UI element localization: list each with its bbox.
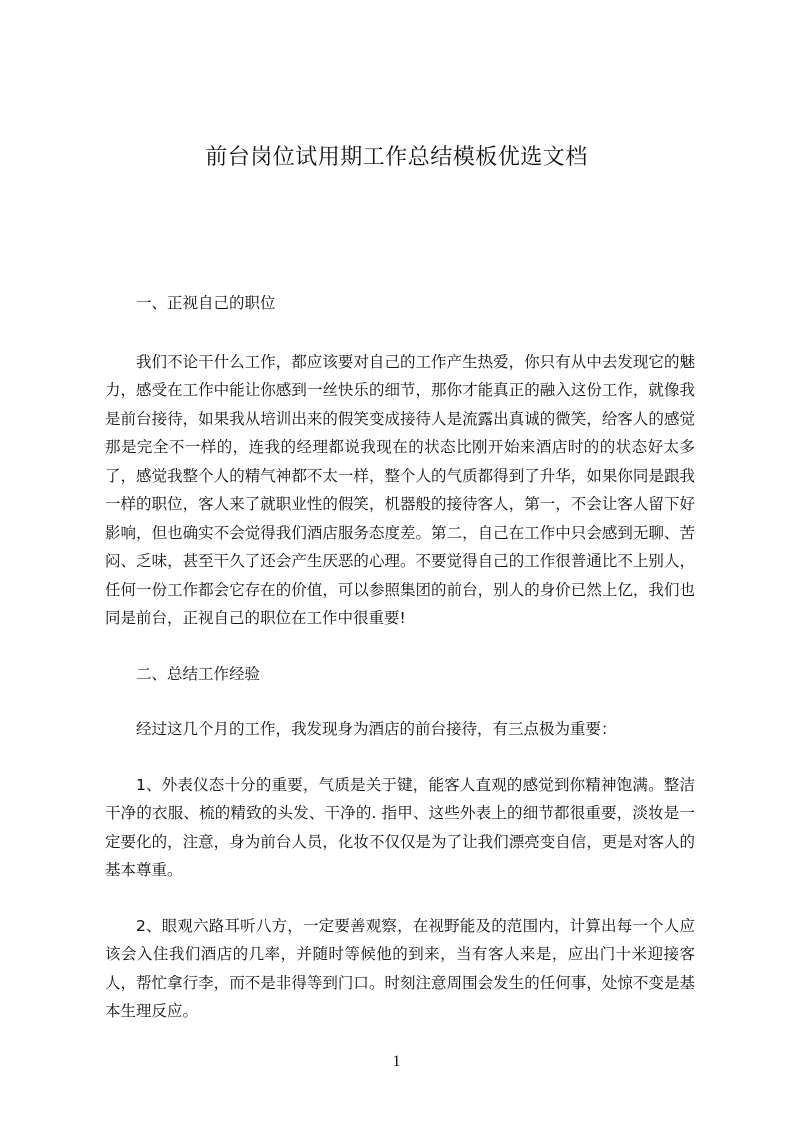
page-number: 1 — [392, 1053, 401, 1070]
section-paragraph-1: 我们不论干什么工作，都应该要对自己的工作产生热爱，你只有从中去发现它的魅力，感受在工作中能让你感到一丝快乐的细节，那你才能真正的融入这份工作，就像我是前台接待，如果我从培训出来的假笑变成接待人是流露出真诚的微笑，给客人的感觉那是完全不一样的，连我的经理都说我现在的状态比刚开始来酒店时的的状态好太多了，感觉我整个人的精气神都不太一样，整个人的气质都得到了升华，如果你同是跟我一样的职位，客人来了就职业性的假笑，机器般的接待客人，第一，不会让客人留下好影响，但也确实不会觉得我们酒店服务态度差。第二，自己在工作中只会感到无聊、苦闷、乏味，甚至干久了还会产生厌恶的心理。不要觉得自己的工作很普通比不上别人，任何一份工作都会它存在的价值，可以参照集团的前台，别人的身价已然上亿，我们也同是前台，正视自己的职位在工作中很重要! — [105, 352, 695, 627]
section-intro-2: 经过这几个月的工作，我发现身为酒店的前台接待，有三点极为重要： — [136, 720, 617, 738]
document-body — [105, 289, 695, 1026]
section-heading-2: 二、总结工作经验 — [136, 664, 261, 683]
section-heading-1: 一、正视自己的职位 — [136, 294, 276, 312]
document-title: 前台岗位试用期工作总结模板优选文档 — [205, 145, 588, 170]
point-paragraph-2: 2、眼观六路耳听八方，一定要善观察，在视野能及的范围内，计算出每一个人应该会入住我们酒店的几率，并随时等候他的到来，当有客人来是，应出门十米迎接客人，帮忙拿行李，而不是非得等到门口。时刻注意周围会发生的任何事，处惊不变是基本生理反应。 — [105, 916, 695, 1020]
point-paragraph-1: 1、外表仪态十分的重要，气质是关于键，能客人直观的感觉到你精神饱满。整洁干净的衣服、梳的精致的头发、干净的. 指甲、这些外表上的细节都很重要，淡妆是一定要化的，注意，身为前台人员，化妆不仅仅是为了让我们漂亮变自信，更是对客人的基本尊重。 — [105, 775, 695, 879]
